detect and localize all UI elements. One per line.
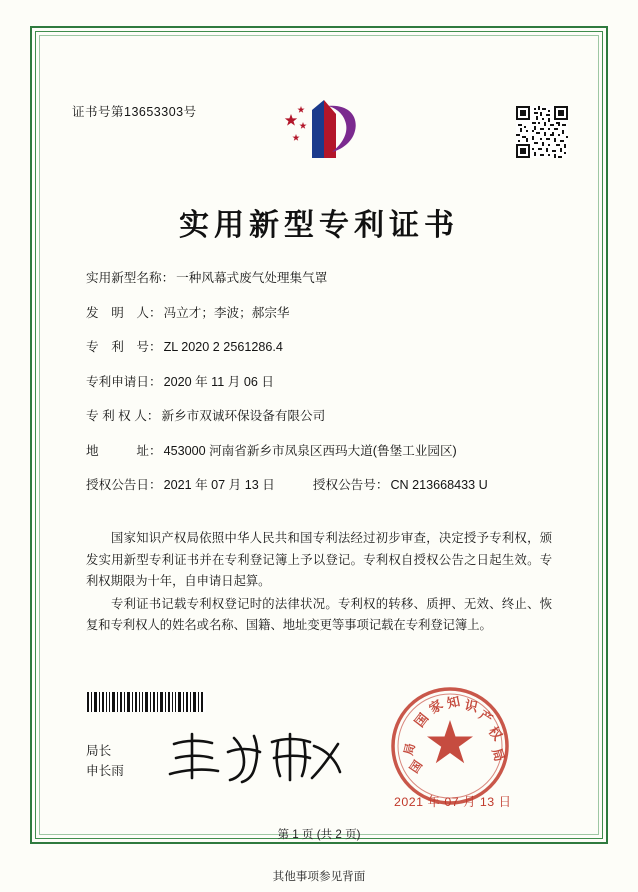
field-value: ZL 2020 2 2561286.4 <box>163 340 283 354</box>
qr-code <box>516 106 568 158</box>
field-label: 实用新型名称： <box>86 271 175 285</box>
svg-text:权: 权 <box>484 724 505 744</box>
field-label: 专 利 号： <box>86 340 162 354</box>
field-label: 专 利 权 人： <box>86 409 160 423</box>
field-label: 发 明 人： <box>86 305 162 320</box>
corner-ornament-top-left <box>30 26 56 52</box>
field-value: 2020 年 11 月 06 日 <box>163 374 274 389</box>
svg-text:知: 知 <box>445 694 462 712</box>
field-row-application-date <box>86 374 556 391</box>
grant-date-value: 2021 年 07 月 13 日 <box>163 478 275 492</box>
signature-role: 局长 <box>86 744 112 758</box>
page-title: 实用新型专利证书 <box>179 208 459 243</box>
field-label: 专利申请日： <box>86 374 162 389</box>
seal-date: 2021 年 07 月 13 日 <box>394 795 512 809</box>
svg-text:局: 局 <box>488 746 507 764</box>
field-value: 453000 河南省新乡市凤泉区西玛大道(鲁堡工业园区) <box>163 443 457 458</box>
corner-ornament-top-right <box>582 26 608 52</box>
grant-date-label: 授权公告日： <box>86 478 162 492</box>
field-label: 地 址： <box>86 443 162 458</box>
grant-number-label: 授权公告号： <box>312 478 389 492</box>
field-row-patent-number <box>86 339 556 356</box>
svg-text:家: 家 <box>426 697 447 718</box>
field-row-grant <box>86 477 556 494</box>
footer-note: 其他事项参见背面 <box>272 870 366 883</box>
field-row-address <box>86 443 556 460</box>
official-seal <box>388 684 512 808</box>
grant-number-value: CN 213668433 U <box>390 478 488 492</box>
page-number: 第 1 页 (共 2 页) <box>277 828 361 841</box>
svg-text:识: 识 <box>463 698 480 716</box>
field-value: 冯立才；李波；郝宗华 <box>163 305 290 320</box>
svg-text:国: 国 <box>406 757 426 776</box>
signature-name: 申长雨 <box>86 763 124 778</box>
field-value: 新乡市双诚环保设备有限公司 <box>161 409 326 423</box>
barcode <box>86 692 206 712</box>
cnipa-logo-icon <box>282 96 364 162</box>
svg-text:产: 产 <box>475 707 495 728</box>
svg-text:国: 国 <box>412 710 433 731</box>
field-row-invention-name <box>86 270 556 287</box>
certificate-number: 证书号第13653303号 <box>72 105 197 119</box>
legal-paragraph-1: 国家知识产权局依照中华人民共和国专利法经过初步审查，决定授予专利权，颁发实用新型专利证书并在专利登记簿上予以登记。专利权自授权公告之日起生效。专利权期限为十年，自申请日起算。 <box>86 531 552 589</box>
field-row-inventors <box>86 305 556 322</box>
field-row-patentee <box>86 408 556 425</box>
legal-text <box>86 528 552 638</box>
field-list <box>86 270 556 512</box>
signature-block <box>86 742 124 781</box>
handwritten-signature <box>162 728 352 786</box>
legal-paragraph-2: 专利证书记载专利权登记时的法律状况。专利权的转移、质押、无效、终止、恢复和专利权人的姓名或名称、国籍、地址变更等事项记载在专利登记簿上。 <box>86 596 552 633</box>
field-value: 一种风幕式废气处理集气罩 <box>176 271 328 285</box>
svg-text:局: 局 <box>401 741 418 757</box>
